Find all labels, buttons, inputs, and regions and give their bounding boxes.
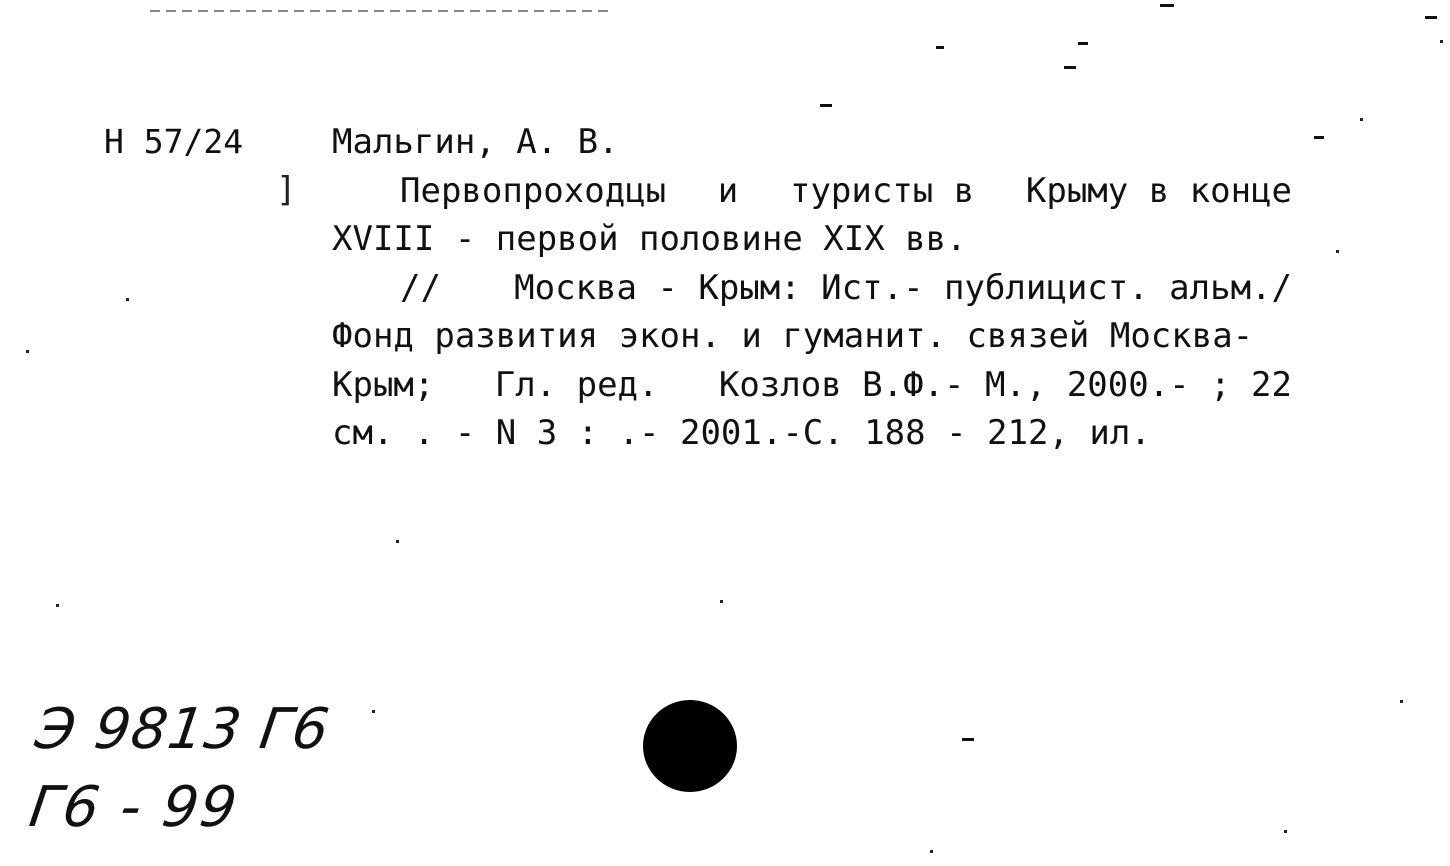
- speck: [962, 738, 974, 741]
- bibliographic-entry: [332, 118, 1292, 458]
- source-word: //: [400, 267, 441, 308]
- speck: [936, 46, 944, 49]
- shelfmark: Н 57/24: [104, 122, 244, 161]
- speck: [930, 850, 933, 853]
- source-word: Козлов В.Ф.- М., 2000.- ; 22: [718, 364, 1292, 405]
- speck: [720, 600, 723, 603]
- source-word: Москва - Крым: Ист.- публицист. альм./: [514, 267, 1292, 308]
- title-word: туристы в: [789, 170, 975, 211]
- title-line-2: XVIII - первой половине XIX вв.: [332, 219, 967, 259]
- speck: [26, 350, 29, 353]
- title-word: Крыму в конце: [1025, 170, 1292, 211]
- speck: [372, 710, 375, 713]
- speck: [126, 298, 129, 301]
- handwritten-accession-number: Э 9813 Г6: [31, 697, 334, 762]
- speck: [1440, 40, 1443, 43]
- title-word: и: [717, 170, 739, 211]
- title-line-1: [332, 167, 1292, 216]
- speck: [1425, 16, 1437, 19]
- speck: [1160, 4, 1174, 7]
- title-word: Первопроходцы: [400, 170, 667, 211]
- speck: [1400, 700, 1403, 703]
- speck: [1314, 136, 1324, 139]
- source-line-4: см. . - N 3 : .- 2001.-С. 188 - 212, ил.: [332, 413, 1151, 453]
- speck: [1284, 830, 1287, 833]
- speck: [1064, 66, 1076, 69]
- speck: [56, 604, 59, 607]
- speck: [1078, 42, 1088, 45]
- top-edge-dashes: [150, 10, 610, 12]
- author: Мальгин, А. В.: [332, 122, 619, 162]
- speck: [820, 104, 832, 107]
- source-word: Гл. ред.: [494, 364, 659, 405]
- source-word: Крым;: [332, 364, 435, 405]
- source-line-1: [332, 264, 1292, 313]
- speck: [1360, 118, 1363, 121]
- punch-hole: [643, 700, 737, 792]
- bracket-mark: ]: [276, 170, 297, 210]
- speck: [1336, 250, 1339, 253]
- speck: [396, 540, 399, 543]
- source-line-3: [332, 361, 1292, 410]
- handwritten-classification: Г6 - 99: [25, 775, 243, 840]
- source-line-2: Фонд развития экон. и гуманит. связей Москва-: [332, 316, 1254, 356]
